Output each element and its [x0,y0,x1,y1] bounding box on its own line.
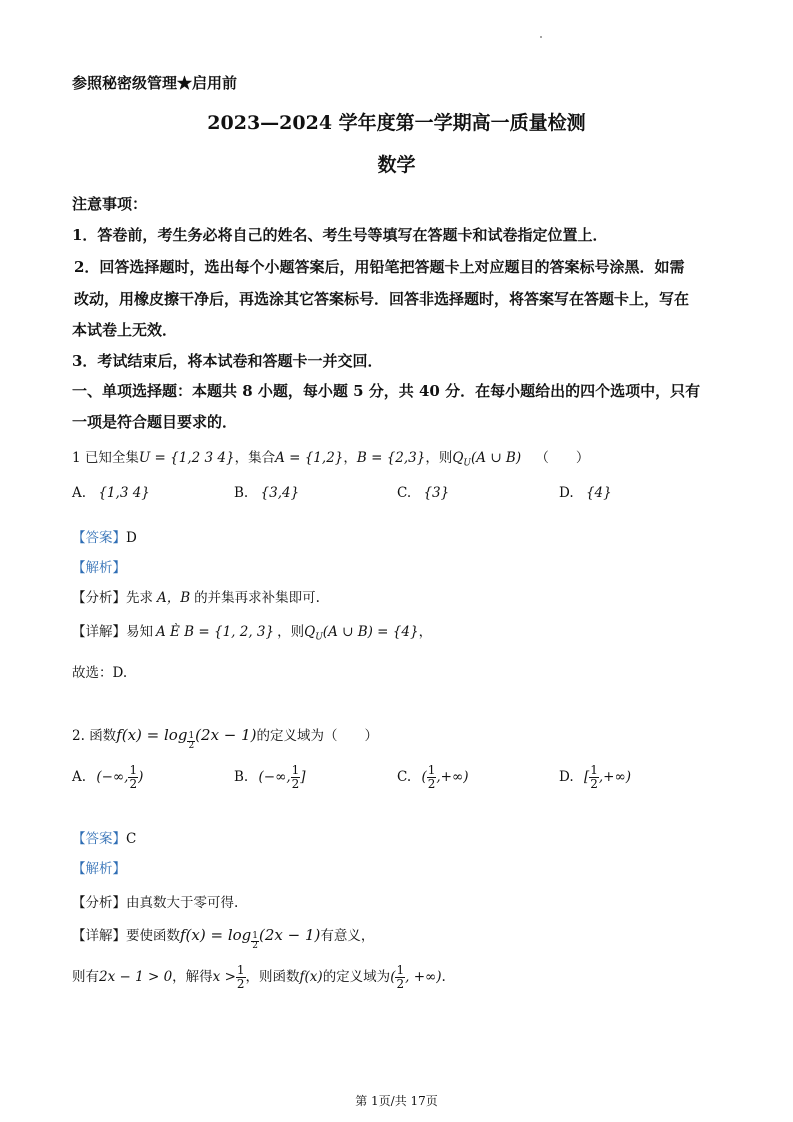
q2-xiangjie-function: f(x) = log [180,926,252,944]
q1-xiangjie-result: (A ∪ B) = {4} [322,624,419,640]
q1-number: 1 [72,450,81,466]
q2-option-d-den: 2 [590,777,598,791]
q2-argument: (2x − 1) [195,726,257,744]
q1-option-d-label: D. [559,485,574,501]
q2-option-c [397,764,468,791]
q2-stem [72,724,378,751]
q2-solution-interval-post: , +∞) [405,969,442,985]
q1-union-expr: (A ∪ B) [471,450,522,466]
q2-xiangjie-base-num: 1 [252,931,258,941]
q1-xiangjie-complement: Q [304,624,316,640]
q2-solution-line [72,964,446,991]
q2-option-d-pre: [ [583,769,590,785]
q2-solution-end: . [441,969,446,985]
q1-text-3: ， [343,450,357,466]
q1-answer [72,526,137,546]
q1-option-d [559,485,612,501]
q2-log-base [187,732,195,751]
q2-xiangjie-tag: 【详解】 [72,928,126,944]
q2-option-b-post: ] [300,769,306,785]
q1-complement-symbol: Q [452,450,464,466]
q1-answer-value: D [126,530,137,546]
q2-fenxi-text: 由真数大于零可得. [126,895,239,911]
q2-xiangjie-argument: (2x − 1) [258,926,321,944]
q2-text-2: 的定义域为（ ） [256,728,379,744]
q2-log-base-den: 2 [188,741,195,751]
note-3: 3．考试结束后，将本试卷和答题卡一并交回． [72,352,383,370]
q1-fenxi-text-2: 的并集再求补集即可. [194,590,320,606]
q2-solution-text-4: 的定义域为 [322,969,391,985]
q2-log-base-num: 1 [188,731,195,741]
q1-fenxi-text-1: 先求 [126,590,153,606]
note-2-line-2: 改动，用橡皮擦干净后，再选涂其它答案标号．回答非选择题时，将答案写在答题卡上，写在 [74,290,690,308]
q2-solution-text-3: ，则函数 [245,969,300,985]
q2-option-b-den: 2 [291,777,300,791]
q1-text-2: ，集合 [234,450,276,466]
q1-option-a-value: {1,3 4} [98,485,150,501]
q2-answer-tag: 【答案】 [72,831,126,847]
q1-answer-paren: （ ） [535,450,590,466]
q2-option-d-post: ,+∞) [598,769,631,785]
q1-fenxi [72,586,320,606]
q1-option-b-label: B. [234,485,249,501]
q2-xiangjie-text-2: 有意义， [320,928,375,944]
q2-option-b [234,764,306,791]
q1-xiangjie [72,620,432,643]
q1-analysis-tag: 【解析】 [72,560,126,576]
q2-option-b-label: B. [234,769,249,785]
note-1: 1．答卷前，考生务必将自己的姓名、考生号等填写在答题卡和试卷指定位置上． [72,226,608,244]
q2-option-c-label: C. [397,769,412,785]
q2-function: f(x) = log [116,726,188,744]
q2-option-a-label: A. [72,769,87,785]
q2-solution-interval-num: 1 [396,963,405,977]
q1-stem [72,446,589,469]
exam-title: 2023—2024 学年度第一学期高一质量检测 [207,112,586,134]
q2-option-a-frac [128,764,138,791]
q2-fenxi-tag: 【分析】 [72,895,126,911]
q1-xiangjie-text-1: 易知 [126,624,153,640]
q2-option-d-label: D. [559,769,574,785]
q1-option-b [234,485,299,501]
section-1-line-1: 一、单项选择题：本题共 8 小题，每小题 5 分，共 40 分．在每小题给出的四个选项中，只有 [72,382,701,400]
q2-option-a [72,764,143,791]
q2-text-1: 函数 [89,728,117,744]
notes-heading: 注意事项： [72,195,148,213]
section-1-line-2: 一项是符合题目要求的． [72,413,238,431]
q2-answer [72,827,136,847]
q1-xiangjie-union: A È B = {1, 2, 3} [156,624,275,640]
q2-option-b-frac [291,764,301,791]
q1-conclusion: 故选：D. [72,665,128,681]
q2-xiangjie-text-1: 要使函数 [126,928,180,944]
q1-fenxi-tag: 【分析】 [72,590,126,606]
q2-solution-inequality: 2x − 1 > 0 [99,969,173,985]
q2-solution-num: 1 [236,963,245,977]
q2-option-b-num: 1 [291,763,300,777]
q1-option-b-value: {3,4} [260,485,300,501]
q2-solution-text-2: ，解得 [172,969,213,985]
q1-xiangjie-text-2: ，则 [277,624,305,640]
q2-xiangjie-log-base [251,932,259,951]
q2-option-c-den: 2 [427,777,436,791]
q2-option-c-pre: ( [421,769,427,785]
q2-number: 2. [72,728,85,744]
q2-solution-x: x > [212,969,236,985]
q2-option-a-num: 1 [129,763,138,777]
q1-text-4: ，则 [425,450,453,466]
q1-option-a [72,485,150,501]
q2-option-b-pre: (−∞, [258,769,291,785]
q1-xiangjie-complement-sub: U [315,632,323,643]
q1-text-1: 已知全集 [84,450,139,466]
q1-option-c-value: {3} [423,485,450,501]
q1-set-a: A = {1,2} [275,450,344,466]
q1-option-a-label: A. [72,485,87,501]
q2-solution-interval-den: 2 [396,977,405,991]
q1-universal-set: U = {1,2 3 4} [138,450,235,466]
q2-option-a-pre: (−∞, [96,769,129,785]
q2-option-c-post: ,+∞) [436,769,469,785]
scan-dot [540,36,542,38]
note-2-line-3: 本试卷上无效． [72,321,178,339]
q2-option-c-num: 1 [427,763,436,777]
q1-complement-sub: U [463,458,472,469]
note-2-line-1: 2．回答选择题时，选出每个小题答案后，用铅笔把答题卡上对应题目的答案标号涂黑．如需 [74,258,685,276]
q2-solution-fx: f(x) [299,969,323,985]
q2-analysis-tag: 【解析】 [72,861,126,877]
q1-set-b: B = {2,3} [356,450,426,466]
q1-answer-tag: 【答案】 [72,530,126,546]
subject-title: 数学 [377,154,416,176]
q2-option-a-den: 2 [129,777,138,791]
q1-xiangjie-text-3: ， [418,624,433,640]
q2-xiangjie [72,924,374,951]
page-footer: 第 1页/共 17页 [355,1094,438,1108]
q1-option-d-value: {4} [585,485,612,501]
q1-option-c [397,485,449,501]
q2-fenxi [72,891,238,911]
q2-option-d-frac [589,764,599,791]
q2-option-c-frac [427,764,437,791]
q2-option-d [559,764,631,791]
q1-fenxi-ab: A，B [157,590,191,606]
q2-solution-interval-frac [395,964,405,991]
q1-xiangjie-tag: 【详解】 [72,624,126,640]
q2-option-a-post: ) [138,769,144,785]
q2-answer-value: C [126,831,137,847]
q1-option-c-label: C. [397,485,412,501]
q2-solution-interval-pre: ( [390,969,396,985]
q2-option-d-num: 1 [590,763,598,777]
secret-note: 参照秘密级管理★启用前 [72,74,238,92]
q2-solution-frac [236,964,246,991]
q2-solution-den: 2 [236,977,245,991]
q2-solution-text-1: 则有 [72,969,99,985]
q2-xiangjie-base-den: 2 [252,941,258,951]
